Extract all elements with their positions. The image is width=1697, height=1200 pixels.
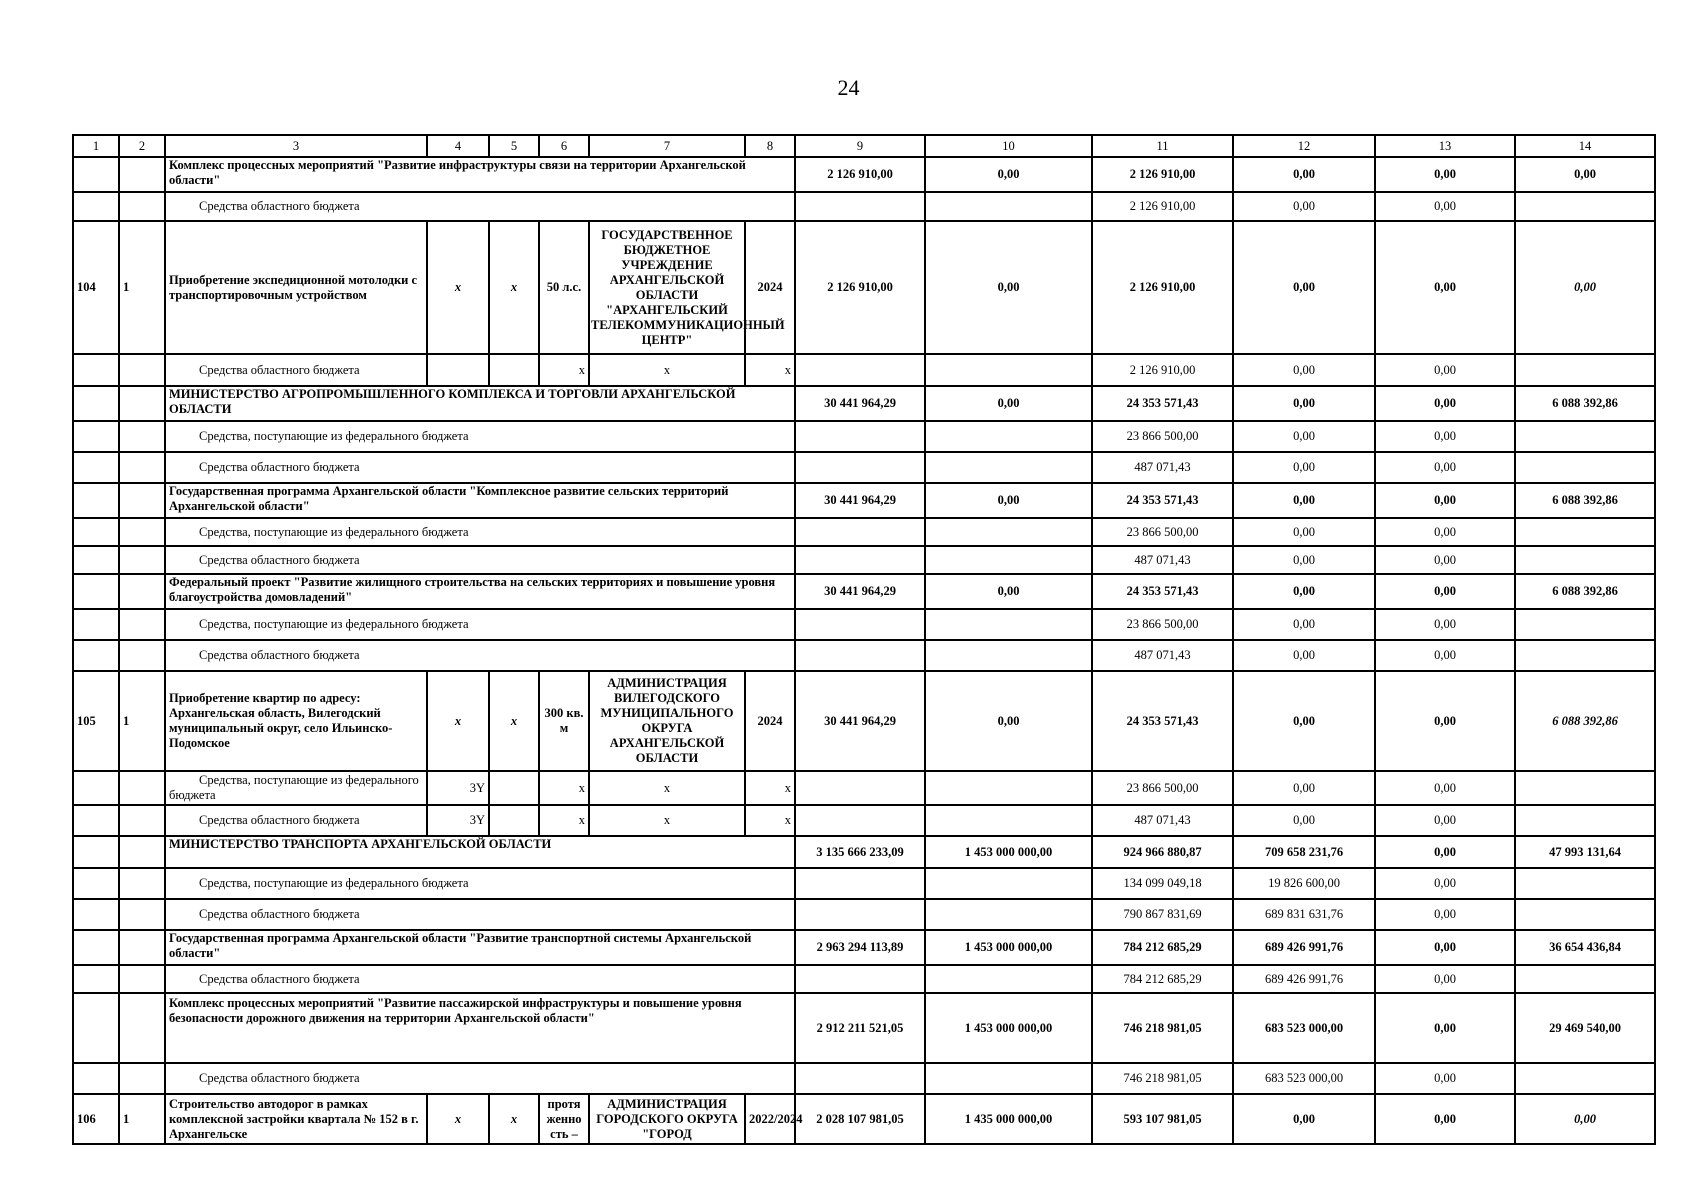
cell-c10: 0,00: [925, 671, 1092, 771]
cell-c13: 0,00: [1375, 640, 1515, 671]
section-title: Федеральный проект "Развитие жилищного строительства на сельских территориях и повышение уровня благоустройства домовладений": [165, 574, 795, 609]
cell-c13: 0,00: [1375, 609, 1515, 640]
cell-c12: 0,00: [1233, 1094, 1375, 1144]
funding-source-label: Средства, поступающие из федерального бюджета: [165, 868, 795, 899]
funding-source-label: Средства областного бюджета: [165, 192, 795, 221]
cell-c13: 0,00: [1375, 899, 1515, 930]
cell-c9: 3 135 666 233,09: [795, 836, 925, 868]
section-title: МИНИСТЕРСТВО АГРОПРОМЫШЛЕННОГО КОМПЛЕКСА И ТОРГОВЛИ АРХАНГЕЛЬСКОЙ ОБЛАСТИ: [165, 386, 795, 421]
cell-c14: 6 088 392,86: [1515, 483, 1655, 518]
cell-c12: 19 826 600,00: [1233, 868, 1375, 899]
funding-source-label: Средства, поступающие из федерального бюджета: [165, 421, 795, 452]
cell-c4: 3Y: [427, 771, 489, 805]
cell-c5: x: [489, 1094, 539, 1144]
funding-source-row: [73, 192, 1655, 221]
cell-c9: 2 028 107 981,05: [795, 1094, 925, 1144]
funding-source-row: [73, 965, 1655, 993]
section-title: Комплекс процессных мероприятий "Развитие инфраструктуры связи на территории Архангельской области": [165, 157, 795, 192]
cell-c12: 0,00: [1233, 483, 1375, 518]
funding-source-row: [73, 546, 1655, 574]
cell-c11: 23 866 500,00: [1092, 518, 1233, 546]
funding-source-row: [73, 452, 1655, 483]
cell-c13: 0,00: [1375, 836, 1515, 868]
cell-c11: 24 353 571,43: [1092, 671, 1233, 771]
cell-c13: 0,00: [1375, 546, 1515, 574]
row-number: 104: [73, 221, 119, 354]
cell-c14: 6 088 392,86: [1515, 574, 1655, 609]
funding-source-row: [73, 805, 1655, 836]
funding-source-label: Средства областного бюджета: [165, 546, 795, 574]
cell-c4: x: [427, 221, 489, 354]
column-header: 8: [745, 135, 795, 157]
cell-c8: x: [745, 805, 795, 836]
table-row: [73, 1094, 1655, 1144]
funding-source-row: [73, 868, 1655, 899]
column-header: 6: [539, 135, 589, 157]
funding-source-label: Средства, поступающие из федерального бюджета: [165, 609, 795, 640]
section-title: МИНИСТЕРСТВО ТРАНСПОРТА АРХАНГЕЛЬСКОЙ ОБЛАСТИ: [165, 836, 795, 868]
cell-c13: 0,00: [1375, 157, 1515, 192]
cell-c12: 683 523 000,00: [1233, 993, 1375, 1063]
cell-c13: 0,00: [1375, 771, 1515, 805]
cell-c12: 0,00: [1233, 354, 1375, 386]
cell-c11: 24 353 571,43: [1092, 386, 1233, 421]
cell-c4: x: [427, 671, 489, 771]
row-subnumber: 1: [119, 221, 165, 354]
column-header: 1: [73, 135, 119, 157]
cell-c10: 1 453 000 000,00: [925, 930, 1092, 965]
funding-source-label: Средства, поступающие из федерального бюджета: [165, 771, 427, 805]
cell-c6: x: [539, 354, 589, 386]
funding-source-label: Средства областного бюджета: [165, 805, 427, 836]
budget-table: [72, 134, 1656, 1145]
cell-c13: 0,00: [1375, 354, 1515, 386]
cell-c9: 2 912 211 521,05: [795, 993, 925, 1063]
funding-source-label: Средства областного бюджета: [165, 965, 795, 993]
funding-source-row: [73, 640, 1655, 671]
cell-c12: 0,00: [1233, 574, 1375, 609]
cell-c13: 0,00: [1375, 386, 1515, 421]
cell-c11: 784 212 685,29: [1092, 965, 1233, 993]
cell-c5: x: [489, 221, 539, 354]
cell-c14: 0,00: [1515, 221, 1655, 354]
executor: АДМИНИСТРАЦИЯ ГОРОДСКОГО ОКРУГА "ГОРОД: [589, 1094, 745, 1144]
cell-c11: 487 071,43: [1092, 805, 1233, 836]
cell-year: 2024: [745, 671, 795, 771]
cell-c6: 50 л.с.: [539, 221, 589, 354]
cell-c12: 689 426 991,76: [1233, 930, 1375, 965]
cell-c13: 0,00: [1375, 192, 1515, 221]
cell-c11: 2 126 910,00: [1092, 221, 1233, 354]
cell-c14: 6 088 392,86: [1515, 671, 1655, 771]
item-name: Строительство автодорог в рамках комплексной застройки квартала № 152 в г. Архангельске: [165, 1094, 427, 1144]
cell-c13: 0,00: [1375, 965, 1515, 993]
cell-c11: 924 966 880,87: [1092, 836, 1233, 868]
cell-c12: 689 426 991,76: [1233, 965, 1375, 993]
funding-source-row: [73, 518, 1655, 546]
column-header: 12: [1233, 135, 1375, 157]
cell-c11: 23 866 500,00: [1092, 771, 1233, 805]
cell-c8: x: [745, 354, 795, 386]
cell-c14: 6 088 392,86: [1515, 386, 1655, 421]
cell-c7: x: [589, 354, 745, 386]
cell-c9: 30 441 964,29: [795, 483, 925, 518]
funding-source-label: Средства областного бюджета: [165, 1063, 795, 1094]
cell-c11: 2 126 910,00: [1092, 354, 1233, 386]
cell-c11: 487 071,43: [1092, 546, 1233, 574]
cell-c11: 2 126 910,00: [1092, 157, 1233, 192]
cell-c13: 0,00: [1375, 221, 1515, 354]
cell-c6: x: [539, 771, 589, 805]
cell-c9: 30 441 964,29: [795, 671, 925, 771]
cell-c13: 0,00: [1375, 1063, 1515, 1094]
funding-source-label: Средства областного бюджета: [165, 640, 795, 671]
cell-c12: 0,00: [1233, 192, 1375, 221]
funding-source-row: [73, 899, 1655, 930]
cell-c10: 0,00: [925, 386, 1092, 421]
cell-c13: 0,00: [1375, 805, 1515, 836]
cell-c12: 709 658 231,76: [1233, 836, 1375, 868]
page-number: 24: [837, 75, 860, 100]
cell-c9: 30 441 964,29: [795, 386, 925, 421]
table-row: [73, 221, 1655, 354]
row-subnumber: 1: [119, 1094, 165, 1144]
cell-c12: 0,00: [1233, 221, 1375, 354]
cell-c10: 1 453 000 000,00: [925, 836, 1092, 868]
cell-c9: 2 126 910,00: [795, 157, 925, 192]
cell-c14: 47 993 131,64: [1515, 836, 1655, 868]
cell-c12: 0,00: [1233, 640, 1375, 671]
row-subnumber: 1: [119, 671, 165, 771]
cell-c10: 0,00: [925, 157, 1092, 192]
cell-c14: 0,00: [1515, 157, 1655, 192]
cell-c11: 134 099 049,18: [1092, 868, 1233, 899]
section-row: [73, 574, 1655, 609]
cell-c9: 30 441 964,29: [795, 574, 925, 609]
cell-c12: 0,00: [1233, 452, 1375, 483]
executor: ГОСУДАРСТВЕННОЕ БЮДЖЕТНОЕ УЧРЕЖДЕНИЕ АРХАНГЕЛЬСКОЙ ОБЛАСТИ "АРХАНГЕЛЬСКИЙ ТЕЛЕКОММУНИКАЦИОННЫЙ ЦЕНТР": [589, 221, 745, 354]
column-header: 9: [795, 135, 925, 157]
cell-c13: 0,00: [1375, 671, 1515, 771]
funding-source-label: Средства, поступающие из федерального бюджета: [165, 518, 795, 546]
cell-c10: 0,00: [925, 483, 1092, 518]
executor: АДМИНИСТРАЦИЯ ВИЛЕГОДСКОГО МУНИЦИПАЛЬНОГО ОКРУГА АРХАНГЕЛЬСКОЙ ОБЛАСТИ: [589, 671, 745, 771]
cell-c11: 784 212 685,29: [1092, 930, 1233, 965]
section-row: [73, 483, 1655, 518]
cell-c11: 23 866 500,00: [1092, 421, 1233, 452]
section-title: Государственная программа Архангельской области "Комплексное развитие сельских территорий Архангельской области": [165, 483, 795, 518]
cell-c11: 23 866 500,00: [1092, 609, 1233, 640]
column-header: 5: [489, 135, 539, 157]
column-header: 11: [1092, 135, 1233, 157]
section-row: [73, 930, 1655, 965]
cell-c4: x: [427, 1094, 489, 1144]
cell-c13: 0,00: [1375, 868, 1515, 899]
cell-c12: 0,00: [1233, 421, 1375, 452]
row-number: 105: [73, 671, 119, 771]
column-header: 7: [589, 135, 745, 157]
item-name: Приобретение экспедиционной мотолодки с транспортировочным устройством: [165, 221, 427, 354]
cell-c12: 0,00: [1233, 157, 1375, 192]
cell-c11: 593 107 981,05: [1092, 1094, 1233, 1144]
cell-c5: x: [489, 671, 539, 771]
cell-c12: 683 523 000,00: [1233, 1063, 1375, 1094]
cell-c11: 24 353 571,43: [1092, 574, 1233, 609]
section-title: Комплекс процессных мероприятий "Развитие пассажирской инфраструктуры и повышение уровня безопасности дорожного движения на территории Архангельской области": [165, 993, 795, 1063]
cell-c13: 0,00: [1375, 421, 1515, 452]
cell-c7: x: [589, 805, 745, 836]
cell-c6: x: [539, 805, 589, 836]
column-header: 10: [925, 135, 1092, 157]
column-header-row: [73, 135, 1655, 157]
section-row: [73, 386, 1655, 421]
cell-c12: 0,00: [1233, 805, 1375, 836]
cell-c11: 746 218 981,05: [1092, 993, 1233, 1063]
cell-c11: 487 071,43: [1092, 640, 1233, 671]
funding-source-row: [73, 354, 1655, 386]
section-title: Государственная программа Архангельской области "Развитие транспортной системы Архангельской области": [165, 930, 795, 965]
funding-source-row: [73, 1063, 1655, 1094]
cell-c10: 0,00: [925, 574, 1092, 609]
cell-year: 2024: [745, 221, 795, 354]
funding-source-row: [73, 421, 1655, 452]
cell-c12: 689 831 631,76: [1233, 899, 1375, 930]
cell-c13: 0,00: [1375, 993, 1515, 1063]
column-header: 14: [1515, 135, 1655, 157]
column-header: 3: [165, 135, 427, 157]
cell-c12: 0,00: [1233, 609, 1375, 640]
funding-source-label: Средства областного бюджета: [165, 899, 795, 930]
cell-c4: 3Y: [427, 805, 489, 836]
cell-c12: 0,00: [1233, 671, 1375, 771]
cell-c12: 0,00: [1233, 386, 1375, 421]
cell-c14: 36 654 436,84: [1515, 930, 1655, 965]
cell-c7: x: [589, 771, 745, 805]
cell-c13: 0,00: [1375, 930, 1515, 965]
column-header: 13: [1375, 135, 1515, 157]
cell-c9: 2 963 294 113,89: [795, 930, 925, 965]
column-header: 4: [427, 135, 489, 157]
funding-source-label: Средства областного бюджета: [165, 452, 795, 483]
cell-c12: 0,00: [1233, 518, 1375, 546]
funding-source-label: Средства областного бюджета: [165, 354, 427, 386]
cell-c11: 790 867 831,69: [1092, 899, 1233, 930]
cell-c14: 29 469 540,00: [1515, 993, 1655, 1063]
section-row: [73, 157, 1655, 192]
cell-c6: протя женно сть –: [539, 1094, 589, 1144]
cell-c11: 746 218 981,05: [1092, 1063, 1233, 1094]
cell-c12: 0,00: [1233, 771, 1375, 805]
cell-c13: 0,00: [1375, 518, 1515, 546]
cell-c11: 24 353 571,43: [1092, 483, 1233, 518]
funding-source-row: [73, 609, 1655, 640]
cell-c13: 0,00: [1375, 452, 1515, 483]
cell-c12: 0,00: [1233, 546, 1375, 574]
cell-c10: 0,00: [925, 221, 1092, 354]
cell-c6: 300 кв. м: [539, 671, 589, 771]
cell-c10: 1 453 000 000,00: [925, 993, 1092, 1063]
cell-c14: 0,00: [1515, 1094, 1655, 1144]
section-row: [73, 993, 1655, 1063]
cell-c13: 0,00: [1375, 1094, 1515, 1144]
table-row: [73, 671, 1655, 771]
cell-c13: 0,00: [1375, 483, 1515, 518]
row-number: 106: [73, 1094, 119, 1144]
cell-c11: 487 071,43: [1092, 452, 1233, 483]
cell-c9: 2 126 910,00: [795, 221, 925, 354]
item-name: Приобретение квартир по адресу: Архангельская область, Вилегодский муниципальный округ, село Ильинско-Подомское: [165, 671, 427, 771]
cell-c8: x: [745, 771, 795, 805]
column-header: 2: [119, 135, 165, 157]
section-row: [73, 836, 1655, 868]
cell-c13: 0,00: [1375, 574, 1515, 609]
cell-c10: 1 435 000 000,00: [925, 1094, 1092, 1144]
cell-year: 2022/2024: [745, 1094, 795, 1144]
funding-source-row: [73, 771, 1655, 805]
cell-c11: 2 126 910,00: [1092, 192, 1233, 221]
